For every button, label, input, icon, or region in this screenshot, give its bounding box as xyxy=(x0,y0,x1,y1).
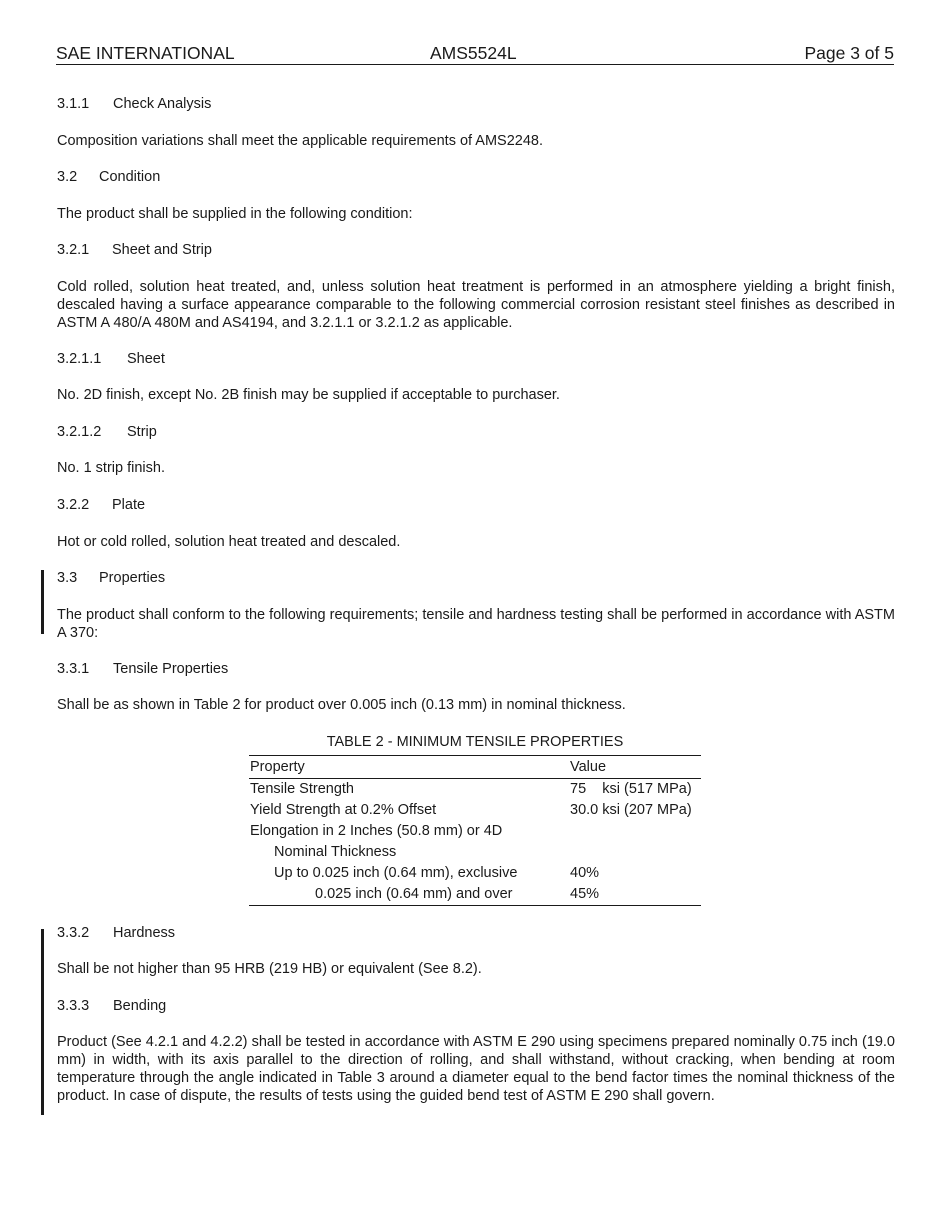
section-heading-3-3-2 xyxy=(57,924,895,942)
section-number: 3.3.1 xyxy=(57,661,90,677)
table-row xyxy=(249,800,701,821)
table-header-row xyxy=(249,756,701,779)
column-header-value: Value xyxy=(570,759,607,775)
paragraph-3-3-1: Shall be as shown in Table 2 for product over 0.005 inch (0.13 mm) in nominal thickness. xyxy=(57,697,626,713)
section-heading-3-3-3 xyxy=(57,997,895,1015)
header-page-number: Page 3 of 5 xyxy=(804,43,894,63)
section-title: Check Analysis xyxy=(113,96,212,112)
section-title: Properties xyxy=(99,570,166,586)
table-row xyxy=(249,863,701,884)
section-title: Plate xyxy=(112,497,146,513)
property-cell: Elongation in 2 Inches (50.8 mm) or 4D xyxy=(250,823,503,839)
section-number: 3.3.2 xyxy=(57,925,90,941)
paragraph-3-2-1: Cold rolled, solution heat treated, and, unless solution heat treatment is performed in an atmosphere yielding a bright finish, descaled having a surface appearance comparable to the following commercial corrosion resistant steel finishes as described in ASTM A 480/A 480M and AS4194, and 3.2.1.1 or 3.2.1.2 as applicable. xyxy=(57,279,895,331)
section-heading-3-2-1-2 xyxy=(57,423,895,441)
value-cell: 40% xyxy=(570,865,600,881)
section-number: 3.1.1 xyxy=(57,96,90,112)
property-cell: Tensile Strength xyxy=(250,781,354,797)
section-title: Tensile Properties xyxy=(113,661,229,677)
section-heading-3-1-1 xyxy=(57,95,895,113)
section-title: Condition xyxy=(99,169,161,185)
section-heading-3-2-1-1 xyxy=(57,350,895,368)
paragraph-3-3-3: Product (See 4.2.1 and 4.2.2) shall be tested in accordance with ASTM E 290 using specimens prepared nominally 0.75 inch (19.0 mm) in width, with its axis parallel to the direction of rolling, and shall withstand, without cracking, when bending at room temperature through the angle indicated in Table 3 around a diameter equal to the bend factor times the nominal thickness of the product. In case of dispute, the results of tests using the guided bend test of ASTM E 290 shall govern. xyxy=(57,1034,895,1104)
table-caption: TABLE 2 - MINIMUM TENSILE PROPERTIES xyxy=(249,733,701,756)
property-cell: Yield Strength at 0.2% Offset xyxy=(250,802,437,818)
header-organization: SAE INTERNATIONAL xyxy=(56,43,235,63)
section-title: Sheet xyxy=(127,351,165,367)
page-header xyxy=(56,43,894,65)
revision-bar xyxy=(41,929,44,1115)
column-header-property: Property xyxy=(250,759,305,775)
section-heading-3-2-2 xyxy=(57,496,895,514)
section-heading-3-3-1 xyxy=(57,660,895,678)
value-cell: 75 ksi (517 MPa) xyxy=(570,781,692,797)
paragraph-3-2-2: Hot or cold rolled, solution heat treated and descaled. xyxy=(57,534,401,550)
section-number: 3.3.3 xyxy=(57,998,90,1014)
paragraph-3-3-2: Shall be not higher than 95 HRB (219 HB) or equivalent (See 8.2). xyxy=(57,961,482,977)
section-title: Bending xyxy=(113,998,167,1014)
table-row xyxy=(249,821,701,842)
paragraph-3-3: The product shall conform to the following requirements; tensile and hardness testing shall be performed in accordance with ASTM A 370: xyxy=(57,607,895,641)
section-heading-3-3 xyxy=(57,569,895,587)
section-heading-3-2 xyxy=(57,168,895,186)
table-row xyxy=(249,884,701,906)
paragraph-3-2: The product shall be supplied in the following condition: xyxy=(57,206,413,222)
section-heading-3-2-1 xyxy=(57,241,895,259)
property-cell: Nominal Thickness xyxy=(274,844,397,860)
section-number: 3.2.2 xyxy=(57,497,90,513)
section-title: Sheet and Strip xyxy=(112,242,212,258)
paragraph-3-2-1-2: No. 1 strip finish. xyxy=(57,460,165,476)
section-number: 3.3 xyxy=(57,570,78,586)
section-number: 3.2.1 xyxy=(57,242,90,258)
value-cell: 30.0 ksi (207 MPa) xyxy=(570,802,692,818)
table-2-minimum-tensile-properties xyxy=(249,733,701,906)
paragraph-3-1-1: Composition variations shall meet the applicable requirements of AMS2248. xyxy=(57,133,544,149)
property-cell: Up to 0.025 inch (0.64 mm), exclusive xyxy=(274,865,518,881)
section-number: 3.2 xyxy=(57,169,78,185)
header-document-id: AMS5524L xyxy=(430,43,517,63)
section-title: Hardness xyxy=(113,925,176,941)
table-row xyxy=(249,779,701,800)
section-number: 3.2.1.2 xyxy=(57,424,102,440)
table-row xyxy=(249,842,701,863)
property-cell: 0.025 inch (0.64 mm) and over xyxy=(315,886,513,902)
section-number: 3.2.1.1 xyxy=(57,351,102,367)
revision-bar xyxy=(41,570,44,634)
paragraph-3-2-1-1: No. 2D finish, except No. 2B finish may be supplied if acceptable to purchaser. xyxy=(57,387,560,403)
value-cell: 45% xyxy=(570,886,600,902)
section-title: Strip xyxy=(127,424,157,440)
